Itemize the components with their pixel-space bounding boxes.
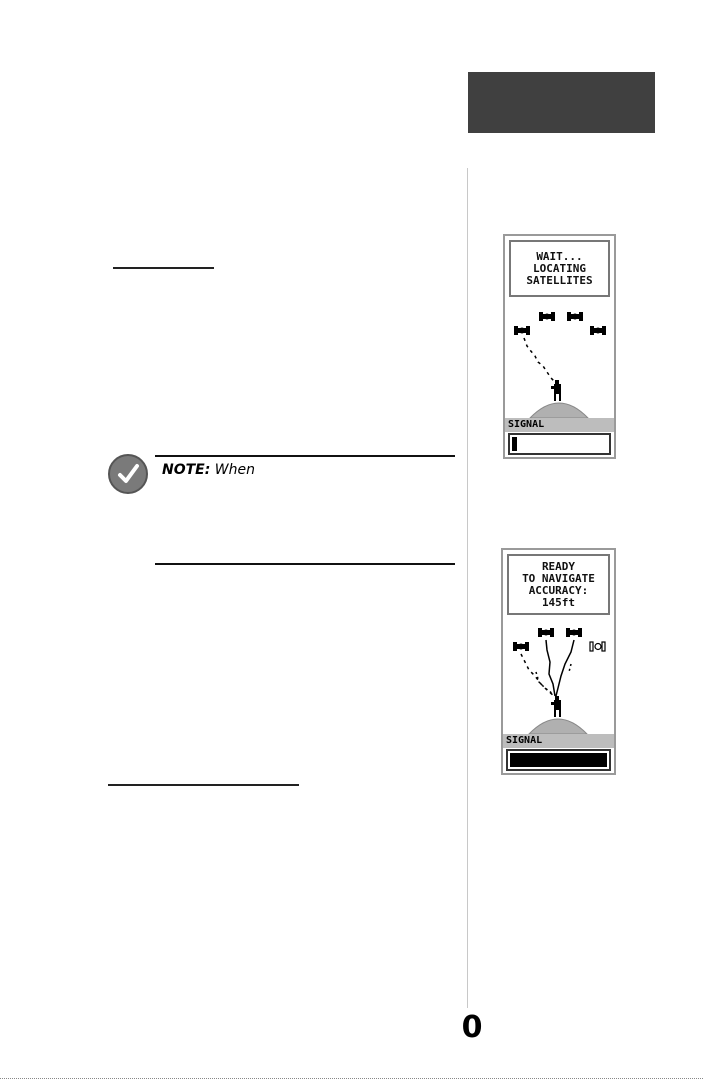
signal-label: SIGNAL xyxy=(505,418,614,432)
signal-strength-box xyxy=(508,433,611,455)
satellite-scene xyxy=(505,300,614,418)
satellite-icon xyxy=(539,312,555,321)
status-line: LOCATING xyxy=(533,261,586,275)
status-message-box xyxy=(509,240,610,297)
gps-screen-ready xyxy=(501,548,616,775)
note-bottom-rule xyxy=(155,563,455,565)
signal-label: SIGNAL xyxy=(503,734,614,748)
heading-underline xyxy=(113,267,214,269)
satellite-scene xyxy=(503,618,614,734)
satellite-icon-hollow xyxy=(590,642,605,651)
note-top-rule xyxy=(155,455,455,457)
checkmark-icon xyxy=(108,454,148,494)
signal-strength-fill xyxy=(510,753,607,767)
page-number: 0 xyxy=(461,1010,483,1045)
status-line: ACCURACY: xyxy=(528,583,589,597)
signal-strength-fill xyxy=(512,437,517,451)
gps-screen-locating xyxy=(503,234,616,459)
status-message-box xyxy=(507,554,610,615)
satellite-icon xyxy=(567,312,583,321)
column-divider xyxy=(467,168,468,1008)
trim-line xyxy=(0,1078,703,1079)
signal-strength-box xyxy=(506,749,611,771)
person-icon xyxy=(551,696,561,717)
status-line: SATELLITES xyxy=(526,273,593,287)
signal-path xyxy=(524,338,555,382)
note-body: When xyxy=(210,462,255,478)
satellite-icon xyxy=(590,326,606,335)
section-header-tab xyxy=(468,72,655,133)
satellite-icon xyxy=(513,642,529,651)
status-line: TO NAVIGATE xyxy=(522,571,595,585)
satellite-icon xyxy=(566,628,582,637)
status-line: 145ft xyxy=(541,595,576,609)
hill xyxy=(530,403,588,418)
hill xyxy=(529,719,587,734)
note-label: NOTE: xyxy=(162,462,211,478)
heading-underline xyxy=(108,784,299,786)
status-line: READY xyxy=(541,559,576,573)
status-line: WAIT... xyxy=(536,249,583,263)
note-text xyxy=(162,462,255,478)
person-icon xyxy=(551,380,561,401)
satellite-icon xyxy=(538,628,554,637)
satellite-icon xyxy=(514,326,530,335)
